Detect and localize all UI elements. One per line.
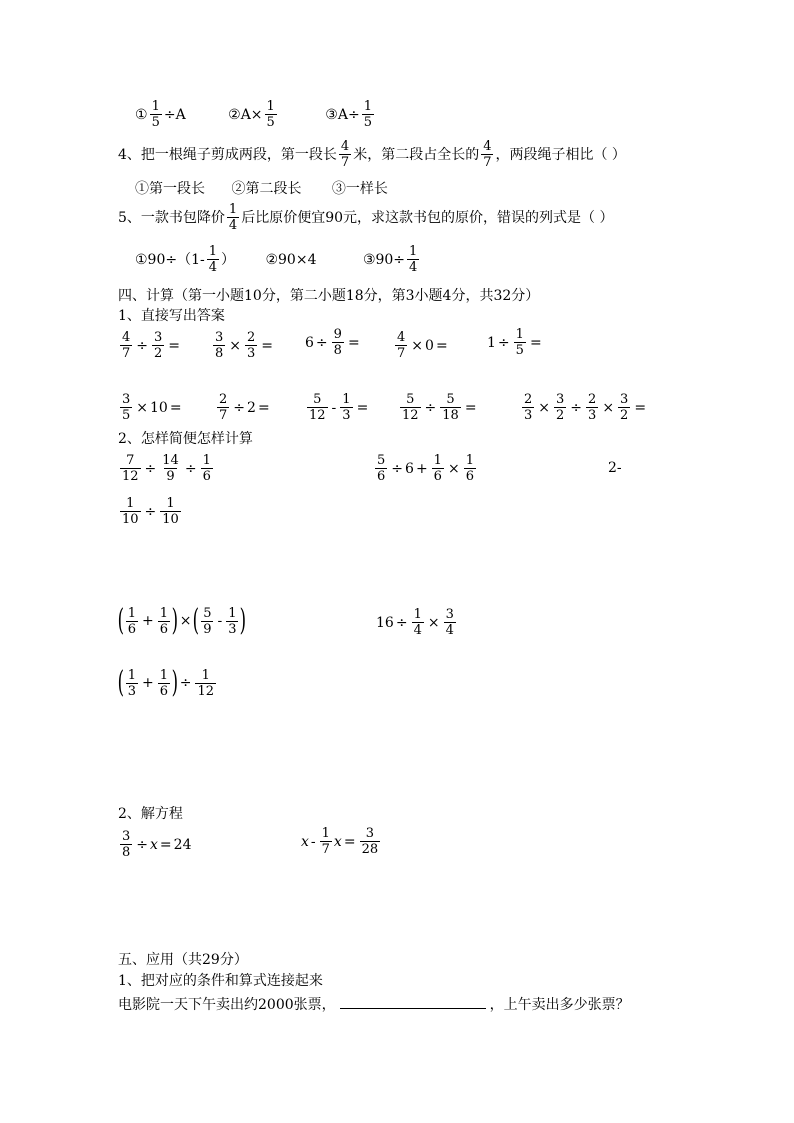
denominator: 5 <box>515 343 524 358</box>
q4-option-3: ③一样长 <box>331 181 388 197</box>
denominator: 10 <box>122 512 139 527</box>
expr <box>215 390 272 422</box>
numerator: 1 <box>151 99 160 114</box>
denominator: 5 <box>266 115 275 130</box>
denominator: 3 <box>342 408 351 423</box>
fraction <box>120 454 141 483</box>
numerator: 1 <box>266 99 275 114</box>
numerator: 14 <box>162 453 179 468</box>
fraction <box>158 669 170 698</box>
operator: × <box>411 337 424 354</box>
equation <box>118 827 191 859</box>
fraction <box>440 393 461 422</box>
text: x <box>333 833 342 850</box>
fraction <box>412 608 424 637</box>
operator: = <box>343 833 356 850</box>
numerator: 1 <box>433 453 442 468</box>
operator: = <box>257 399 270 416</box>
question-4 <box>118 140 626 169</box>
fraction <box>217 393 229 422</box>
denominator: 4 <box>413 623 422 638</box>
numerator: 4 <box>122 330 131 345</box>
section-5-sub-1: 1、把对应的条件和算式连接起来 <box>118 973 323 989</box>
numerator: 1 <box>465 453 474 468</box>
denominator: 6 <box>202 469 211 484</box>
q3-option-3 <box>325 100 376 129</box>
numerator: 1 <box>201 667 210 683</box>
denominator: 2 <box>154 346 163 361</box>
fraction <box>152 331 164 360</box>
operator: - <box>331 399 337 416</box>
fraction <box>245 331 257 360</box>
numerator: 5 <box>446 392 455 407</box>
expr <box>118 331 182 360</box>
denominator: 12 <box>309 408 326 423</box>
expr <box>118 390 184 422</box>
denominator: 5 <box>363 115 372 130</box>
denominator: 7 <box>483 155 492 170</box>
q5-option-2: ②90×4 <box>265 251 317 268</box>
q4-options <box>135 180 388 198</box>
expr <box>118 451 215 483</box>
parenthesis: ( <box>193 603 200 638</box>
text: ① <box>135 106 148 123</box>
q5-options <box>135 245 421 274</box>
fraction <box>201 607 213 636</box>
section-5-title: 五、应用（共29分） <box>118 952 248 968</box>
numerator: 2 <box>524 392 533 407</box>
operator: ÷ <box>144 460 157 477</box>
denominator: 7 <box>321 842 330 857</box>
fraction <box>339 140 351 169</box>
fraction <box>307 393 328 422</box>
fraction <box>120 331 132 360</box>
denominator: 9 <box>203 621 212 637</box>
expr <box>118 494 183 526</box>
denominator: 2 <box>620 408 629 423</box>
numerator: 5 <box>377 453 386 468</box>
numerator: 1 <box>166 496 175 511</box>
expr <box>376 608 458 637</box>
text: ，上午卖出多少张票？ <box>489 997 630 1013</box>
numerator: 3 <box>620 392 629 407</box>
denominator: 18 <box>442 408 459 423</box>
denominator: 6 <box>127 621 136 637</box>
text: 米，第二段占全长的 <box>353 146 480 163</box>
numerator: 5 <box>203 605 212 621</box>
operator: ÷ <box>424 399 437 416</box>
numerator: 3 <box>556 392 565 407</box>
fraction <box>395 331 407 360</box>
numerator: 4 <box>483 139 492 154</box>
text: 10 <box>150 399 168 416</box>
denominator: 4 <box>208 260 218 275</box>
numerator: 3 <box>122 392 131 407</box>
fraction <box>126 607 138 636</box>
text: ③90÷ <box>362 251 406 268</box>
denominator: 12 <box>402 408 419 423</box>
numerator: 4 <box>397 330 406 345</box>
fraction <box>400 393 421 422</box>
fraction <box>375 454 387 483</box>
operator: = <box>169 399 182 416</box>
operator: ÷ <box>233 399 246 416</box>
denominator: 7 <box>219 408 228 423</box>
denominator: 8 <box>215 346 224 361</box>
numerator: 1 <box>127 667 136 683</box>
operator: ÷ <box>391 460 404 477</box>
section-4-sub-1: 1、直接写出答案 <box>118 308 225 324</box>
q4-option-1: ①第一段长 <box>135 181 205 197</box>
denominator: 7 <box>397 346 406 361</box>
question-5 <box>118 203 613 232</box>
parenthesis: ) <box>171 603 179 638</box>
operator: + <box>415 460 428 477</box>
section-4-sub-3: 2、解方程 <box>118 806 183 822</box>
fraction <box>213 331 225 360</box>
operator: - <box>310 833 316 850</box>
text: x <box>150 836 158 853</box>
operator: + <box>142 675 154 691</box>
text: 5、一款书包降价 <box>118 209 225 226</box>
operator: × <box>229 337 242 354</box>
q3-options <box>135 100 376 129</box>
operator: = <box>159 836 172 853</box>
numerator: 4 <box>340 139 350 154</box>
expr <box>487 328 544 357</box>
fraction <box>360 827 381 856</box>
section-4-title: 四、计算（第一小题10分，第二小题18分，第3小题4分，共32分） <box>118 288 540 304</box>
denominator: 6 <box>159 683 169 699</box>
numerator: 1 <box>127 605 136 621</box>
denominator: 4 <box>228 218 238 233</box>
fraction <box>227 203 239 232</box>
fraction <box>201 454 213 483</box>
text: x <box>301 833 309 850</box>
operator: = <box>261 337 274 354</box>
fraction <box>332 328 344 357</box>
numerator: 1 <box>342 392 351 407</box>
numerator: 3 <box>154 330 163 345</box>
numerator: 3 <box>445 607 454 622</box>
operator: × <box>602 399 615 416</box>
fraction <box>444 608 456 637</box>
denominator: 6 <box>433 469 442 484</box>
numerator: 1 <box>202 453 211 468</box>
denominator: 4 <box>409 260 418 275</box>
text: 16 <box>376 614 394 631</box>
operator: ÷ <box>136 337 149 354</box>
fraction <box>407 245 419 274</box>
operator: × <box>427 614 440 631</box>
text: ÷A <box>163 106 186 123</box>
expr <box>398 390 479 422</box>
numerator: 1 <box>126 496 135 511</box>
numerator: 1 <box>363 99 372 114</box>
numerator: 1 <box>413 607 422 622</box>
numerator: 1 <box>159 667 169 683</box>
operator: × <box>538 399 551 416</box>
numerator: 3 <box>215 330 224 345</box>
denominator: 3 <box>127 683 136 699</box>
denominator: 28 <box>361 842 379 857</box>
text: ①90÷（1- <box>135 251 205 268</box>
denominator: 3 <box>228 621 237 637</box>
expr-trail: 2- <box>608 460 622 476</box>
numerator: 9 <box>333 327 342 342</box>
denominator: 4 <box>445 623 454 638</box>
denominator: 6 <box>159 621 169 637</box>
fraction <box>207 245 219 274</box>
text: 2 <box>247 399 256 416</box>
section-4-sub-2: 2、怎样简便怎样计算 <box>118 431 253 447</box>
numerator: 1 <box>159 605 169 621</box>
denominator: 12 <box>197 683 215 699</box>
expr <box>393 328 450 360</box>
numerator: 2 <box>588 392 597 407</box>
numerator: 1 <box>228 605 237 621</box>
fraction <box>265 100 277 129</box>
operator: + <box>142 613 154 629</box>
section-5-question <box>118 994 630 1014</box>
operator: ÷ <box>315 334 328 351</box>
numerator: 1 <box>321 826 330 841</box>
denominator: 6 <box>377 469 386 484</box>
fraction <box>120 497 141 526</box>
denominator: 6 <box>465 469 474 484</box>
denominator: 12 <box>122 469 139 484</box>
text: 6 <box>405 460 414 477</box>
fraction <box>340 393 352 422</box>
text: ，两段绳子相比（ ） <box>495 146 626 163</box>
numerator: 5 <box>313 392 322 407</box>
operator: = <box>356 399 369 416</box>
numerator: 1 <box>228 202 238 217</box>
fraction <box>320 827 332 856</box>
answer-blank[interactable] <box>340 994 486 1009</box>
q5-option-3 <box>363 245 421 274</box>
text: 4、把一根绳子剪成两段，第一段长 <box>118 146 337 163</box>
text: 0 <box>425 337 434 354</box>
numerator: 1 <box>409 244 418 259</box>
expr <box>305 328 362 357</box>
fraction <box>522 393 534 422</box>
operator: = <box>464 399 477 416</box>
operator: ÷ <box>144 503 157 520</box>
fraction <box>126 669 138 698</box>
expr <box>373 451 478 483</box>
text: 6 <box>305 334 314 351</box>
parenthesis: ) <box>171 665 179 700</box>
denominator: 8 <box>333 343 342 358</box>
q3-option-2 <box>228 100 279 129</box>
denominator: 7 <box>340 155 350 170</box>
text: 1 <box>487 334 496 351</box>
operator: ÷ <box>497 334 510 351</box>
expr <box>305 390 370 422</box>
expr <box>211 328 275 360</box>
operator: ÷ <box>570 399 583 416</box>
denominator: 3 <box>524 408 533 423</box>
operator: × <box>447 460 460 477</box>
fraction <box>481 140 493 169</box>
text: 后比原价便宜90元，求这款书包的原价，错误的列式是（ ） <box>241 209 614 226</box>
fraction <box>150 100 162 129</box>
expr-row-1 <box>118 328 182 360</box>
equation <box>301 827 382 856</box>
text: ③A÷ <box>325 106 360 123</box>
q5-option-1 <box>135 245 235 274</box>
text: 电影院一天下午卖出约2000张票， <box>118 997 336 1013</box>
expr <box>117 603 247 638</box>
fraction <box>195 669 216 698</box>
numerator: 2 <box>219 392 228 407</box>
operator: = <box>634 399 647 416</box>
text: 24 <box>173 836 192 853</box>
fraction <box>432 454 444 483</box>
fraction <box>464 454 476 483</box>
numerator: 1 <box>515 327 524 342</box>
fraction <box>160 454 181 483</box>
denominator: 5 <box>151 115 160 130</box>
fraction <box>514 328 526 357</box>
fraction <box>226 607 238 636</box>
operator: ÷ <box>179 675 192 691</box>
parenthesis: ) <box>240 603 247 638</box>
numerator: 7 <box>126 453 135 468</box>
parenthesis: ( <box>117 665 125 700</box>
text: ②A× <box>228 106 263 123</box>
operator: ÷ <box>136 836 149 853</box>
fraction <box>160 497 181 526</box>
denominator: 10 <box>162 512 179 527</box>
denominator: 3 <box>247 346 256 361</box>
operator: = <box>435 337 448 354</box>
operator: = <box>347 334 360 351</box>
numerator: 1 <box>208 244 218 259</box>
denominator: 3 <box>588 408 597 423</box>
operator: ÷ <box>395 614 408 631</box>
q4-option-2: ②第二段长 <box>231 181 302 197</box>
expr <box>117 665 218 700</box>
denominator: 8 <box>122 845 131 860</box>
operator: × <box>179 613 192 629</box>
operator: = <box>168 337 181 354</box>
operator: × <box>136 399 149 416</box>
fraction <box>554 393 566 422</box>
denominator: 2 <box>556 408 565 423</box>
numerator: 3 <box>122 829 131 844</box>
parenthesis: ( <box>117 603 125 638</box>
q3-option-1 <box>135 100 186 129</box>
operator: = <box>529 334 542 351</box>
numerator: 5 <box>406 392 415 407</box>
operator: - <box>217 613 223 629</box>
fraction <box>618 393 630 422</box>
fraction <box>362 100 374 129</box>
expr <box>520 390 648 422</box>
denominator: 5 <box>122 408 131 423</box>
text: ） <box>221 251 236 268</box>
numerator: 3 <box>365 826 374 841</box>
fraction <box>120 830 132 859</box>
fraction <box>586 393 598 422</box>
denominator: 7 <box>122 346 131 361</box>
numerator: 2 <box>247 330 256 345</box>
fraction <box>120 393 132 422</box>
denominator: 9 <box>166 469 175 484</box>
operator: ÷ <box>184 460 197 477</box>
fraction <box>158 607 170 636</box>
